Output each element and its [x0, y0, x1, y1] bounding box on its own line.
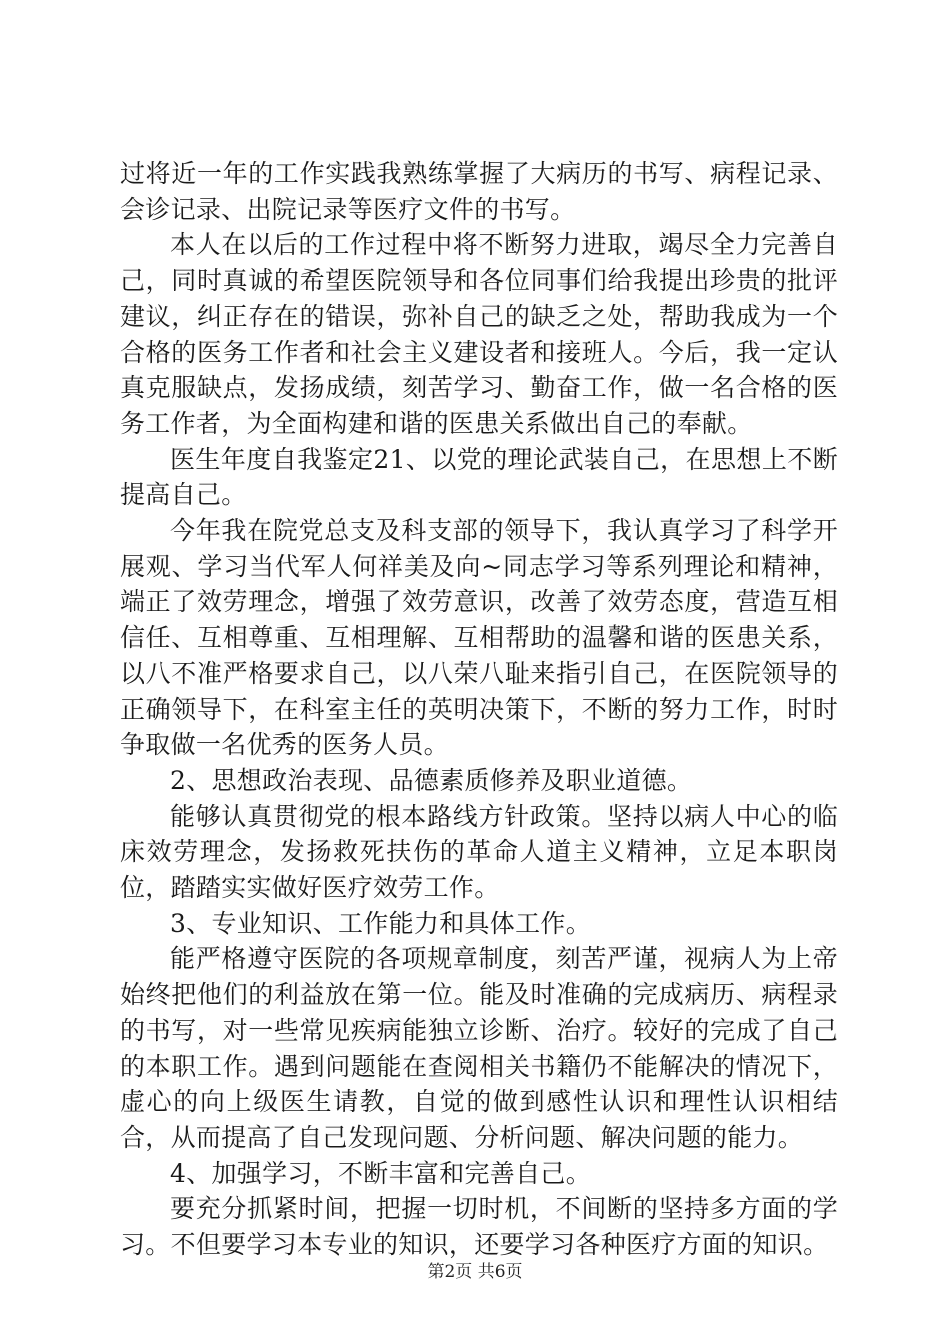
document-body: [120, 156, 838, 1263]
paragraph-self-improvement: 本人在以后的工作过程中将不断努力进取，竭尽全力完善自己，同时真诚的希望医院领导和各位同事们给我提出珍贵的批评建议，纠正存在的错误，弥补自己的缺乏之处，帮助我成为一个合格的医务工作者和社会主义建设者和接班人。今后，我一定认真克服缺点，发扬成绩，刻苦学习、勤奋工作，做一名合格的医务工作者，为全面构建和谐的医患关系做出自己的奉献。: [120, 230, 838, 438]
paragraph-section-4-heading: 4、加强学习，不断丰富和完善自己。: [170, 1158, 592, 1188]
paragraph-work-ability: 能严格遵守医院的各项规章制度，刻苦严谨，视病人为上帝始终把他们的利益放在第一位。能及时准确的完成病历、病程录的书写，对一些常见疾病能独立诊断、治疗。较好的完成了自己的本职工作。遇到问题能在查阅相关书籍仍不能解决的情况下，虚心的向上级医生请教，自觉的做到感性认识和理性认识相结合，从而提高了自己发现问题、分析问题、解决问题的能力。: [120, 944, 838, 1152]
paragraph-section-2-heading: 2、思想政治表现、品德素质修养及职业道德。: [170, 765, 693, 795]
paragraph-party-study: 今年我在院党总支及科支部的领导下，我认真学习了科学开展观、学习当代军人何祥美及向~同志学习等系列理论和精神，端正了效劳理念，增强了效劳意识，改善了效劳态度，营造互相信任、互相尊重、互相理解、互相帮助的温馨和谐的医患关系，以八不准严格要求自己，以八荣八耻来指引自己，在医院领导的正确领导下，在科室主任的英明决策下，不断的努力工作，时时争取做一名优秀的医务人员。: [120, 516, 838, 760]
page-number-footer: 第2页 共6页: [427, 1262, 523, 1282]
paragraph-section-1-heading: 医生年度自我鉴定21、以党的理论武装自己，在思想上不断提高自己。: [120, 444, 838, 510]
paragraph-political-performance: 能够认真贯彻党的根本路线方针政策。坚持以病人中心的临床效劳理念，发扬救死扶伤的革命人道主义精神，立足本职岗位，踏踏实实做好医疗效劳工作。: [120, 801, 838, 903]
paragraph-learning: 要充分抓紧时间，把握一切时机，不间断的坚持多方面的学习。不但要学习本专业的知识，还要学习各种医疗方面的知识。: [120, 1194, 838, 1260]
paragraph-continuation: 过将近一年的工作实践我熟练掌握了大病历的书写、病程记录、会诊记录、出院记录等医疗文件的书写。: [120, 159, 838, 224]
paragraph-section-3-heading: 3、专业知识、工作能力和具体工作。: [170, 908, 592, 938]
